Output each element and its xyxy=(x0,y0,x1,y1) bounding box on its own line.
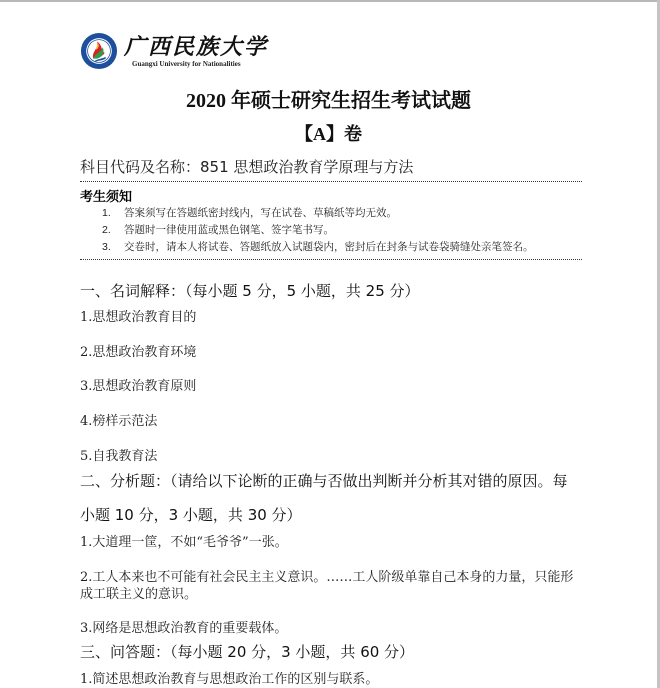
question-item: 3.思想政治教育原则 xyxy=(80,379,197,394)
notice-item xyxy=(102,239,534,254)
exam-title: 2020 年硕士研究生招生考试试题 xyxy=(186,90,471,112)
notice-item-text: 答案须写在答题纸密封线内，写在试卷、草稿纸等均无效。 xyxy=(124,207,397,219)
notice-item xyxy=(102,222,334,237)
question-item: 5.自我教育法 xyxy=(80,449,158,464)
university-logo xyxy=(80,30,269,74)
question-item: 1.思想政治教育目的 xyxy=(80,310,197,325)
question-item-cont: 成工联主义的意识。 xyxy=(80,587,198,602)
notice-item xyxy=(102,205,397,220)
university-name-cn: 广西民族大学 xyxy=(124,34,269,60)
question-item: 1.大道理一筐，不如“毛爷爷”一张。 xyxy=(80,535,288,550)
divider-top xyxy=(80,181,582,182)
notice-title: 考生须知 xyxy=(80,190,133,205)
notice-item-number: 2. xyxy=(102,224,111,236)
subject-code-name: 科目代码及名称：851 思想政治教育学原理与方法 xyxy=(80,158,414,176)
notice-item-number: 3. xyxy=(102,241,111,253)
section-heading-qa: 三、问答题：（每小题 20 分，3 小题，共 60 分） xyxy=(80,643,415,661)
section-heading-terms: 一、名词解释：（每小题 5 分，5 小题，共 25 分） xyxy=(80,282,420,300)
question-item: 4.榜样示范法 xyxy=(80,414,158,429)
university-name-en: Guangxi University for Nationalities xyxy=(132,60,241,68)
question-item: 2.工人本来也不可能有社会民主主义意识。……工人阶级单靠自己本身的力量，只能形 xyxy=(80,570,574,585)
paper-version: 【A】卷 xyxy=(295,124,362,144)
question-item: 3.网络是思想政治教育的重要载体。 xyxy=(80,621,288,636)
question-item: 2.思想政治教育环境 xyxy=(80,345,197,360)
notice-item-number: 1. xyxy=(102,207,111,219)
notice-item-text: 答题时一律使用蓝或黑色钢笔、签字笔书写。 xyxy=(124,224,334,236)
section-heading-analysis: 二、分析题：（请给以下论断的正确与否做出判断并分析其对错的原因。每 xyxy=(80,472,568,490)
divider-bottom xyxy=(80,259,582,260)
university-emblem-icon xyxy=(80,32,118,70)
notice-item-text: 交卷时，请本人将试卷、答题纸放入试题袋内，密封后在封条与试卷袋骑缝处亲笔签名。 xyxy=(124,241,534,253)
section-heading-analysis-cont: 小题 10 分，3 小题，共 30 分） xyxy=(80,506,302,524)
question-item: 1.简述思想政治教育与思想政治工作的区别与联系。 xyxy=(80,672,379,687)
